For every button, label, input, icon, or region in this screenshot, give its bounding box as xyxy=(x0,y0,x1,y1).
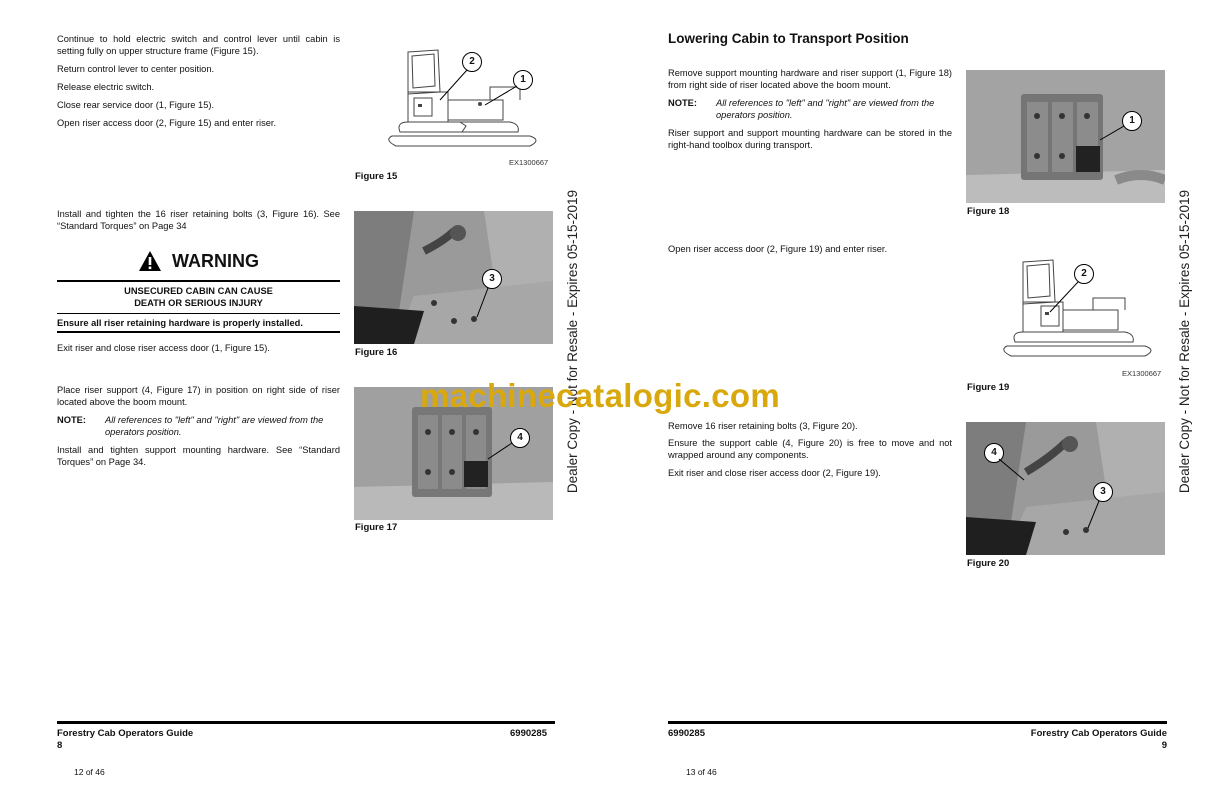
callout-2: 2 xyxy=(1074,264,1094,284)
footer-page-number: 8 xyxy=(57,740,63,751)
callout-leaders xyxy=(966,70,1165,203)
pdf-page-count: 12 of 46 xyxy=(74,767,105,777)
warning-hazard xyxy=(57,282,340,313)
note-text: All references to "left" and "right" are viewed from the operators position. xyxy=(716,98,935,120)
note-left xyxy=(57,414,340,438)
step-text: Close rear service door (1, Figure 15). xyxy=(57,100,215,110)
footer-doc-number: 6990285 xyxy=(510,728,547,739)
exit-riser-text: Exit riser and close riser access door (2, Figure 19). xyxy=(668,468,881,478)
figure-18-caption: Figure 18 xyxy=(967,206,1010,217)
note-right xyxy=(668,97,952,121)
dealer-copy-sidebar-right: Dealer Copy - Not for Resale - Expires 05-15-2019 xyxy=(1177,190,1192,494)
remove-bolts-text: Remove 16 riser retaining bolts (3, Figure 20). xyxy=(668,421,858,431)
footer-page-number: 9 xyxy=(1161,740,1167,751)
place-support-text: Place riser support (4, Figure 17) in position on right side of riser located above the boom mount. xyxy=(57,385,340,407)
figure-20-photo xyxy=(966,422,1165,555)
exit-riser-text: Exit riser and close riser access door (1, Figure 15). xyxy=(57,343,270,353)
callout-leaders xyxy=(985,252,1170,376)
open-riser-text: Open riser access door (2, Figure 19) and enter riser. xyxy=(668,244,888,254)
callout-leaders xyxy=(966,422,1165,555)
callout-leaders xyxy=(354,211,553,344)
warning-hazard-line: UNSECURED CABIN CAN CAUSE xyxy=(124,286,273,296)
footer-rule xyxy=(668,721,1167,724)
callout-2: 2 xyxy=(462,52,482,72)
note-label: NOTE: xyxy=(57,415,86,425)
callout-3: 3 xyxy=(1093,482,1113,502)
warning-title: WARNING xyxy=(172,250,259,271)
section-heading: Lowering Cabin to Transport Position xyxy=(668,31,909,46)
figure-19-drawing xyxy=(985,252,1170,376)
step-text: Return control lever to center position. xyxy=(57,64,215,74)
warning-block xyxy=(57,242,340,333)
pdf-page-count: 13 of 46 xyxy=(686,767,717,777)
figure-16-caption: Figure 16 xyxy=(355,347,398,358)
warning-header xyxy=(57,242,340,280)
callout-4: 4 xyxy=(510,428,530,448)
callout-1: 1 xyxy=(1122,111,1142,131)
step-text: Continue to hold electric switch and control lever until cabin is setting fully on upper structure frame (Figure 15). xyxy=(57,34,340,56)
footer-title: Forestry Cab Operators Guide xyxy=(57,728,194,739)
figure-15-code: EX1300667 xyxy=(509,158,549,167)
footer-doc-number: 6990285 xyxy=(668,728,705,739)
callout-leaders xyxy=(370,42,555,166)
callout-1: 1 xyxy=(513,70,533,90)
note-text: All references to "left" and "right" are viewed from the operators position. xyxy=(105,415,324,437)
footer-title: Forestry Cab Operators Guide xyxy=(1030,728,1167,739)
store-support-text: Riser support and support mounting hardware can be stored in the right-hand toolbox during transport. xyxy=(668,128,952,150)
warning-message: Ensure all riser retaining hardware is properly installed. xyxy=(57,318,303,328)
figure-16-photo xyxy=(354,211,553,344)
callout-4: 4 xyxy=(984,443,1004,463)
support-cable-text: Ensure the support cable (4, Figure 20) is free to move and not wrapped around any components. xyxy=(668,438,952,460)
figure-17-caption: Figure 17 xyxy=(355,522,398,533)
figure-15-caption: Figure 15 xyxy=(355,171,398,182)
install-bolts-text: Install and tighten the 16 riser retaining bolts (3, Figure 16). See “Standard Torques” on Page 34 xyxy=(57,209,340,231)
watermark: machinecatalogic.com xyxy=(420,377,780,414)
footer-rule xyxy=(57,721,555,724)
step-text: Release electric switch. xyxy=(57,82,155,92)
figure-20-caption: Figure 20 xyxy=(967,558,1010,569)
remove-support-text: Remove support mounting hardware and riser support (1, Figure 18) from right side of riser located above the boom mount. xyxy=(668,68,952,90)
warning-triangle-icon xyxy=(138,250,162,272)
figure-19-code: EX1300667 xyxy=(1122,369,1162,378)
dealer-copy-sidebar-left: Dealer Copy - Not for Resale - Expires 05-15-2019 xyxy=(565,190,580,494)
figure-19-caption: Figure 19 xyxy=(967,382,1010,393)
warning-hazard-line: DEATH OR SERIOUS INJURY xyxy=(134,297,263,308)
install-support-text: Install and tighten support mounting hardware. See “Standard Torques” on Page 34. xyxy=(57,445,340,467)
callout-3: 3 xyxy=(482,269,502,289)
step-text: Open riser access door (2, Figure 15) and enter riser. xyxy=(57,118,277,128)
figure-15-drawing xyxy=(370,42,555,166)
figure-18-photo xyxy=(966,70,1165,203)
left-intro-steps xyxy=(57,33,340,129)
note-label: NOTE: xyxy=(668,98,697,108)
